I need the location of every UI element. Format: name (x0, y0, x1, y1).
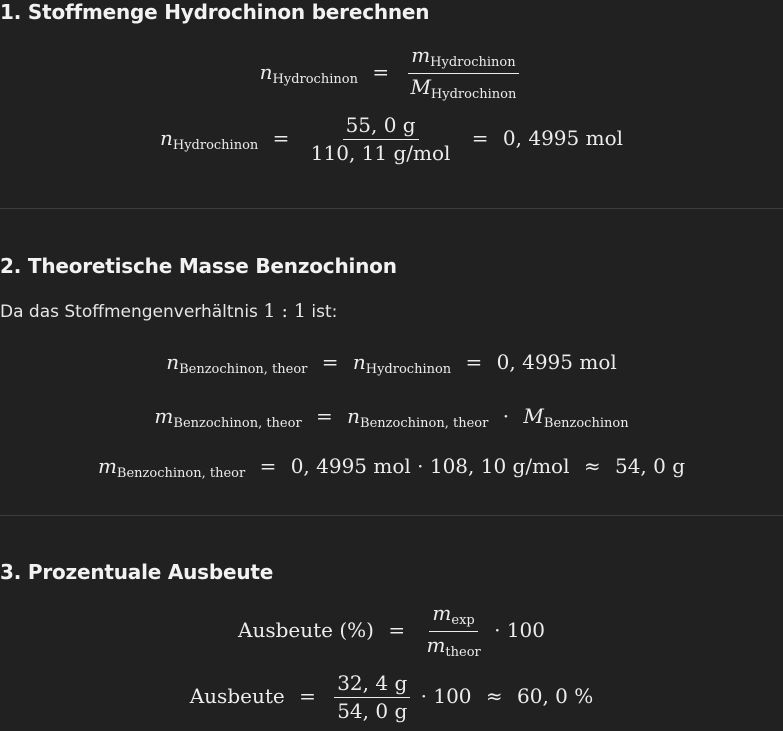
section-divider (0, 515, 783, 516)
equation-yield-definition: Ausbeute (%) = $\frac{m_{exp}}{m_{theor}}$ · 100 (238, 601, 545, 660)
fraction: $\frac{m_{Hydrochinon}}{M_{Hydrochinon}}$ (407, 44, 519, 103)
fraction: $\frac{55, 0 g}{\text{110, 11 g/mol}}$ (310, 113, 451, 165)
section-divider (0, 208, 783, 209)
equation-theoretical-mass-calculation: $m_{Benzochinon, theor} = 0$, 4995 mol · 108, 10 g/mol ≈ 54, 0 g (97, 454, 686, 481)
fraction: $\frac{32, 4 g}{54, 0 g}$ (334, 672, 410, 723)
section-1-heading: 1. Stoffmenge Hydrochinon berechnen (0, 0, 430, 24)
equation-theoretical-moles: $n_{Benzochinon, theor} = n_{Hydrochinon} = 0$, 4995 mol (166, 350, 617, 377)
equation-moles-calculation: $n_{Hydrochinon}$ = $\frac{55, 0 g}{\text{110, 11 g/mol}}$ = 0, 4995 mol (159, 113, 624, 165)
section-3-heading: 3. Prozentuale Ausbeute (0, 560, 274, 584)
ratio-note: Da das Stoffmengenverhältnis 1 : 1 ist: (0, 300, 338, 322)
equation-theoretical-mass-definition: $m_{Benzochinon, theor} = n_{Benzochinon, theor} \cdot M_{Benzochinon}$ (154, 404, 629, 431)
equation-moles-definition: $n_{Hydrochinon}$ = $\frac{m_{Hydrochinon}}{M_{Hydrochinon}}$ (0, 44, 783, 103)
equation-yield-calculation: Ausbeute = $\frac{32, 4 g}{54, 0 g}$ · 100 ≈ 60, 0 % (189, 671, 594, 723)
section-2-heading: 2. Theoretische Masse Benzochinon (0, 254, 397, 278)
fraction: $\frac{m_{exp}}{m_{theor}}$ (426, 601, 481, 660)
